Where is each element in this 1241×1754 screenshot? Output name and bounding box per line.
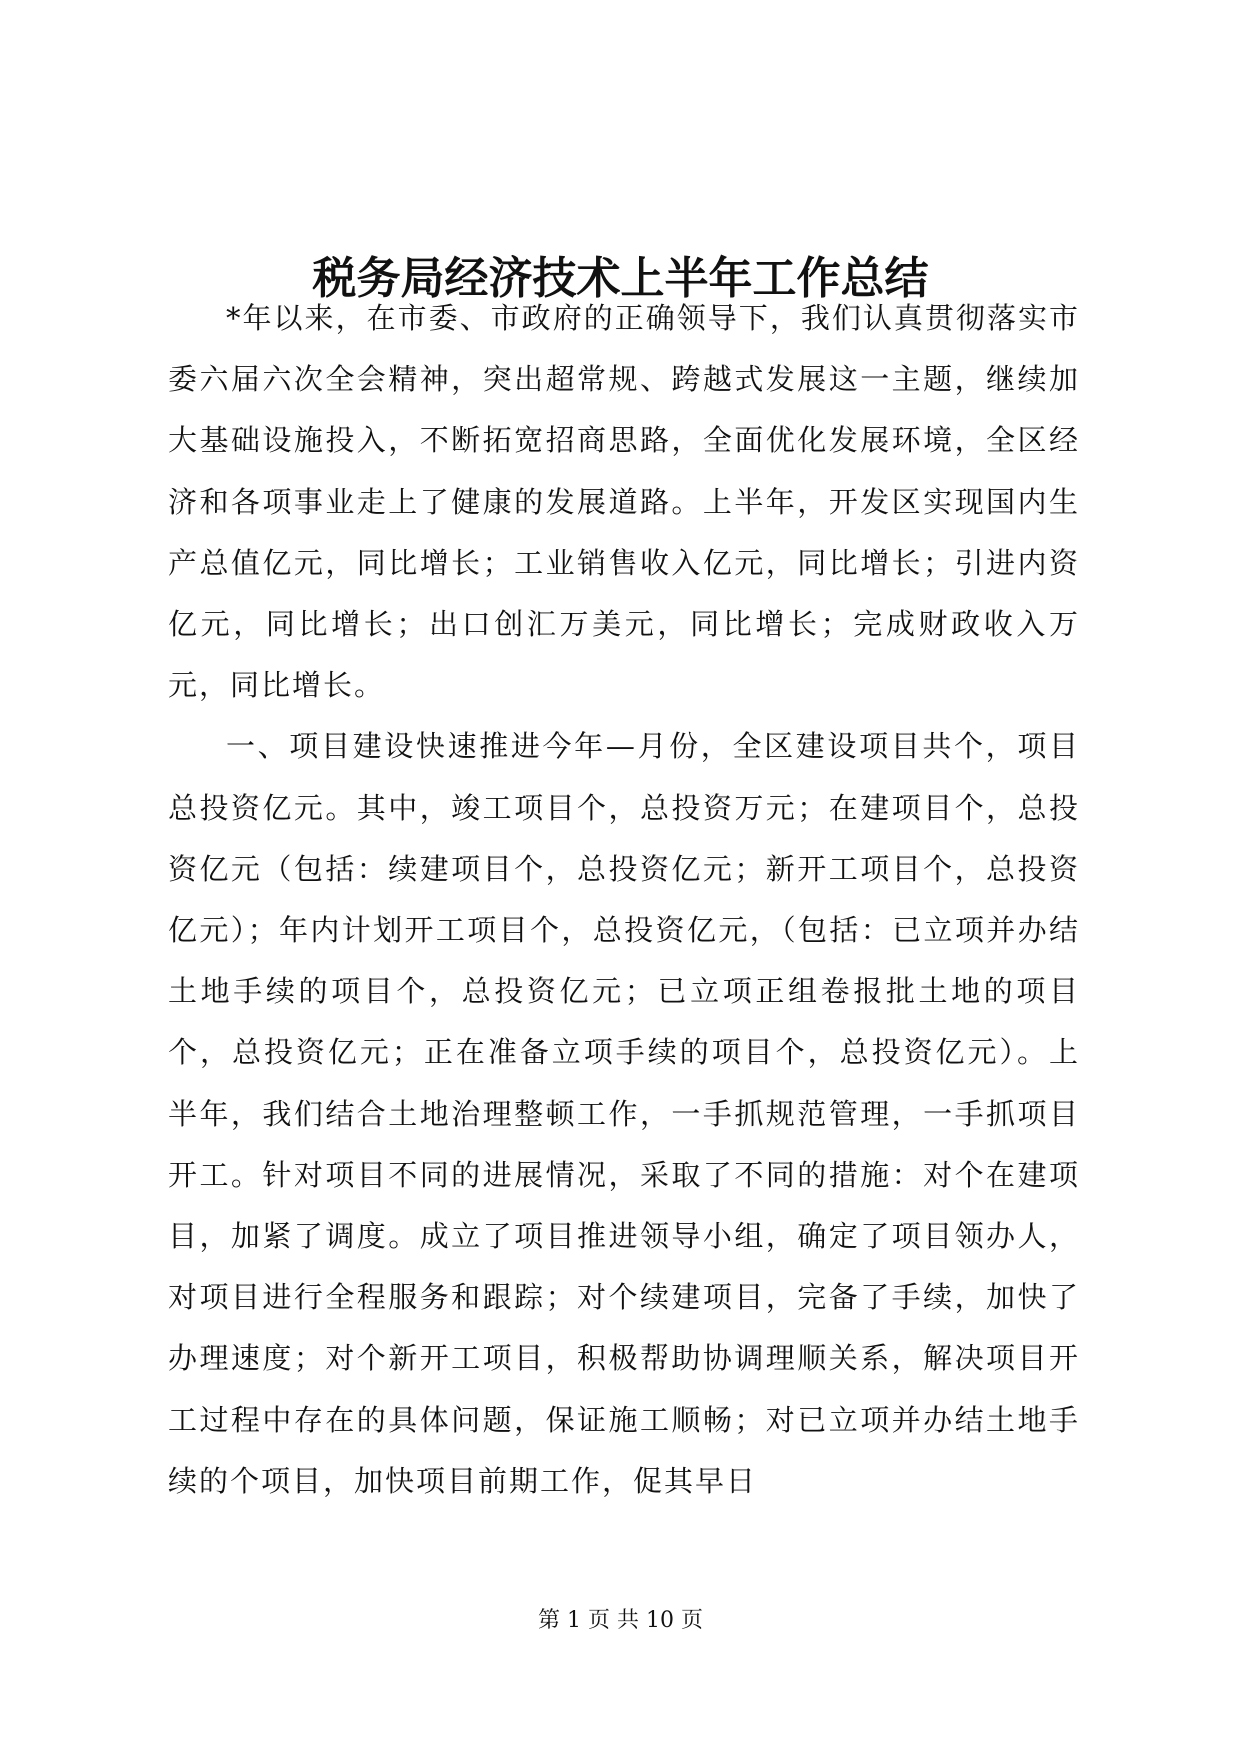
page-footer (0, 1607, 1241, 1635)
document-title: 税务局经济技术上半年工作总结 (312, 253, 929, 305)
paragraph-intro: *年以来，在市委、市政府的正确领导下，我们认真贯彻落实市委六届六次全会精神，突出超常规、跨越式发展这一主题，继续加大基础设施投入，不断拓宽招商思路，全面优化发展环境，全区经济和各项事业走上了健康的发展道路。上半年，开发区实现国内生产总值亿元，同比增长；工业销售收入亿元，同比增长；引进内资亿元，同比增长；出口创汇万美元，同比增长；完成财政收入万元，同比增长。 (168, 301, 1080, 703)
paragraph-project-construction: 一、项目建设快速推进今年—月份，全区建设项目共个，项目总投资亿元。其中，竣工项目个，总投资万元；在建项目个，总投资亿元（包括：续建项目个，总投资亿元；新开工项目个，总投资亿元）；年内计划开工项目个，总投资亿元，（包括：已立项并办结土地手续的项目个，总投资亿元；已立项正组卷报批土地的项目个，总投资亿元；正在准备立项手续的项目个，总投资亿元）。上半年，我们结合土地治理整顿工作，一手抓规范管理，一手抓项目开工。针对项目不同的进展情况，采取了不同的措施：对个在建项目，加紧了调度。成立了项目推进领导小组，确定了项目领办人，对项目进行全程服务和跟踪；对个续建项目，完备了手续，加快了办理速度；对个新开工项目，积极帮助协调理顺关系，解决项目开工过程中存在的具体问题，保证施工顺畅；对已立项并办结土地手续的个项目，加快项目前期工作，促其早日 (168, 729, 1080, 1498)
page-number: 第 1 页 共 10 页 (538, 1608, 703, 1633)
document-body (168, 288, 1080, 1512)
